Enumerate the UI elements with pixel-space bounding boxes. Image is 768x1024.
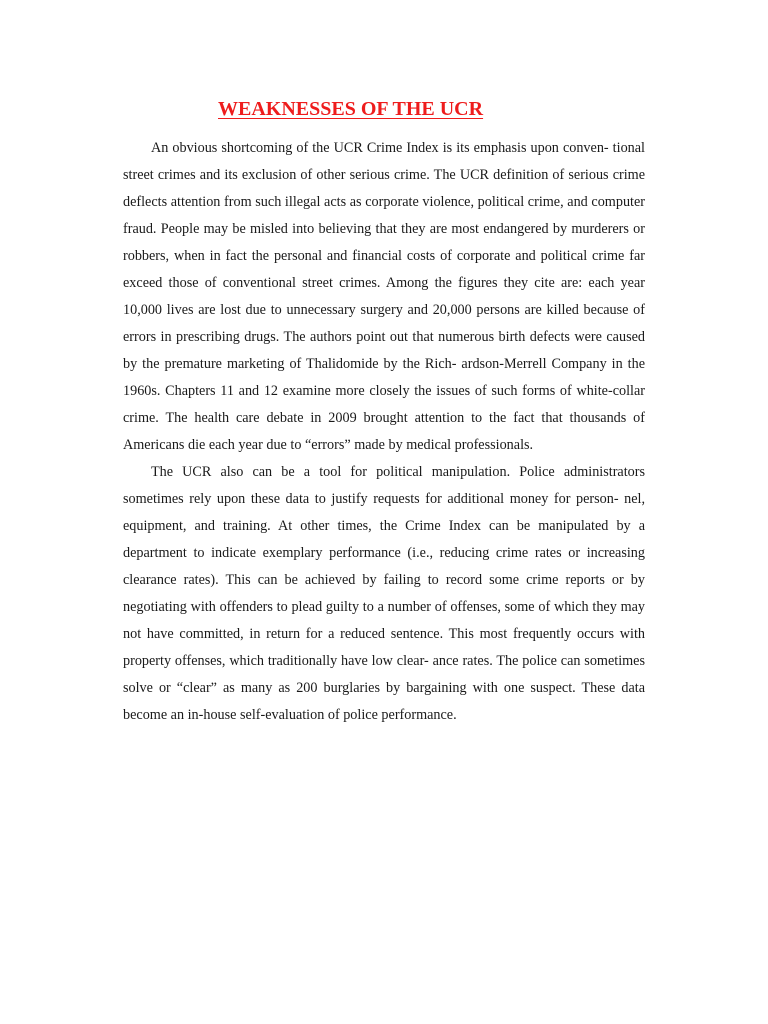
document-body: [123, 135, 645, 729]
paragraph-1: An obvious shortcoming of the UCR Crime Index is its emphasis upon conven- tional street crimes and its exclusion of other serious crime. The UCR definition of serious crime deflects attention from such illegal acts as corporate violence, political crime, and computer fraud. People may be misled into believing that they are most endangered by murderers or robbers, when in fact the personal and financial costs of corporate and political crime far exceed those of conventional street crimes. Among the figures they cite are: each year 10,000 lives are lost due to unnecessary surgery and 20,000 persons are killed because of errors in prescribing drugs. The authors point out that numerous birth defects were caused by the premature marketing of Thalidomide by the Rich- ardson-Merrell Company in the 1960s. Chapters 11 and 12 examine more closely the issues of such forms of white-collar crime. The health care debate in 2009 brought attention to the fact that thousands of Americans die each year due to “errors” made by medical professionals.: [123, 140, 645, 453]
paragraph-2: The UCR also can be a tool for political manipulation. Police administrators sometimes rely upon these data to justify requests for additional money for person- nel, equipment, and training. At other times, the Crime Index can be manipulated by a department to indicate exemplary performance (i.e., reducing crime rates or increasing clearance rates). This can be achieved by failing to record some crime reports or by negotiating with offenders to plead guilty to a number of offenses, some of which they may not have committed, in return for a reduced sentence. This most frequently occurs with property offenses, which traditionally have low clear- ance rates. The police can sometimes solve or “clear” as many as 200 burglaries by bargaining with one suspect. These data become an in-house self-evaluation of police performance.: [123, 464, 645, 723]
document-title: WEAKNESSES OF THE UCR: [218, 98, 484, 120]
